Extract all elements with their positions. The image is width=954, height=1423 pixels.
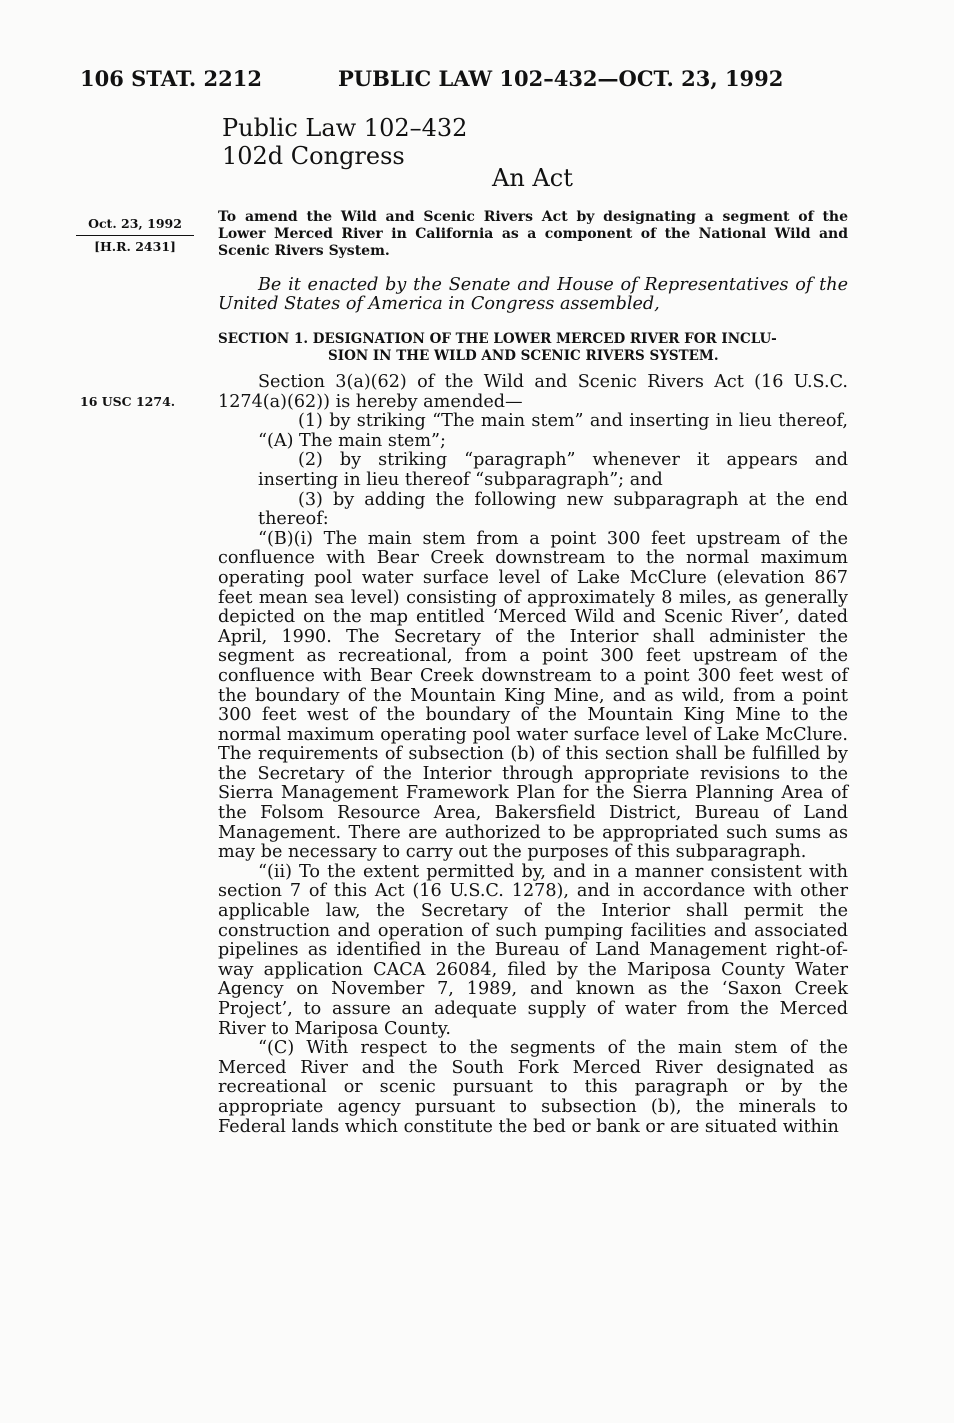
section-heading-line2: SION IN THE WILD AND SCENIC RIVERS SYSTEM. (328, 348, 719, 364)
section-heading (218, 331, 848, 365)
running-head (0, 66, 954, 92)
purpose-statement: To amend the Wild and Scenic Rivers Act by designating a segment of the Lower Merced River in California as a component of the National Wild and Scenic Rivers System. (218, 209, 848, 259)
margin-bill-number: [H.R. 2431] (94, 239, 176, 254)
subparagraph-b-i: “(B)(i) The main stem from a point 300 feet upstream of the confluence with Bear Creek downstream to the normal maximum operating pool water surface level of Lake McClure (elevation 867 feet mean sea level) consisting of approximately 8 miles, as generally depicted on the map entitled ‘Merced Wild and Scenic River’, dated April, 1990. The Secretary of the Interior shall administer the segment as recreational, from a point 300 feet upstream of the confluence with Bear Creek downstream to a point 300 feet west of the boundary of the Mountain King Mine, and as wild, from a point 300 feet west of the boundary of the Mountain King Mine to the normal maximum operating pool water surface level of Lake McClure. The requirements of subsection (b) of this section shall be fulfilled by the Secretary of the Interior through appropriate revisions to the Sierra Management Framework Plan for the Sierra Planning Area of the Folsom Resource Area, Bakersfield District, Bureau of Land Management. There are authorized to be appropriated such sums as may be necessary to carry out the purposes of this subparagraph. (218, 528, 848, 863)
subparagraph-b-ii: “(ii) To the extent permitted by, and in a manner consistent with section 7 of this Act (16 U.S.C. 1278), and in accordance with other applicable law, the Secretary of the Interior shall permit the construction and operation of such pumping facilities and associated pipelines as identified in the Bureau of Land Management right-of-way application CACA 26084, filed by the Mariposa County Water Agency on November 7, 1989, and known as the ‘Saxon Creek Project’, to assure an adequate supply of water from the Merced River to Mariposa County. (218, 861, 848, 1039)
amendment-item-3: (3) by adding the following new subparagraph at the end thereof: (258, 489, 848, 530)
enacting-clause: Be it enacted by the Senate and House of Representatives of the United States of America in Congress assembled, (218, 275, 848, 314)
act-heading: An Act (492, 164, 573, 192)
subparagraph-c: “(C) With respect to the segments of the main stem of the Merced River and the South Fork Merced River designated as recreational or scenic pursuant to this paragraph or by the appropriate agency pursuant to subsection (b), the minerals to Federal lands which constitute the bed or bank or are situated within (218, 1038, 848, 1137)
law-title-block (222, 114, 467, 170)
amendment-item-2: (2) by striking “paragraph” whenever it appears and inserting in lieu thereof “subparagraph”; and (258, 450, 848, 490)
congress-number: 102d Congress (222, 142, 405, 170)
margin-date: Oct. 23, 1992 (76, 215, 194, 236)
section-intro: Section 3(a)(62) of the Wild and Scenic Rivers Act (16 U.S.C. 1274(a)(62)) is hereby amended— (218, 372, 848, 412)
law-number: Public Law 102–432 (222, 114, 468, 142)
section-heading-line1: SECTION 1. DESIGNATION OF THE LOWER MERCED RIVER FOR INCLU- (218, 331, 777, 347)
law-date-header: PUBLIC LAW 102–432—OCT. 23, 1992 (338, 66, 784, 91)
margin-date-bill (76, 215, 194, 256)
amendment-item-1: (1) by striking “The main stem” and inserting in lieu thereof, “(A) The main stem”; (258, 411, 848, 451)
section-body (218, 373, 848, 1137)
margin-usc-note: 16 USC 1274. (80, 394, 176, 409)
statute-page-number: 106 STAT. 2212 (80, 66, 262, 91)
